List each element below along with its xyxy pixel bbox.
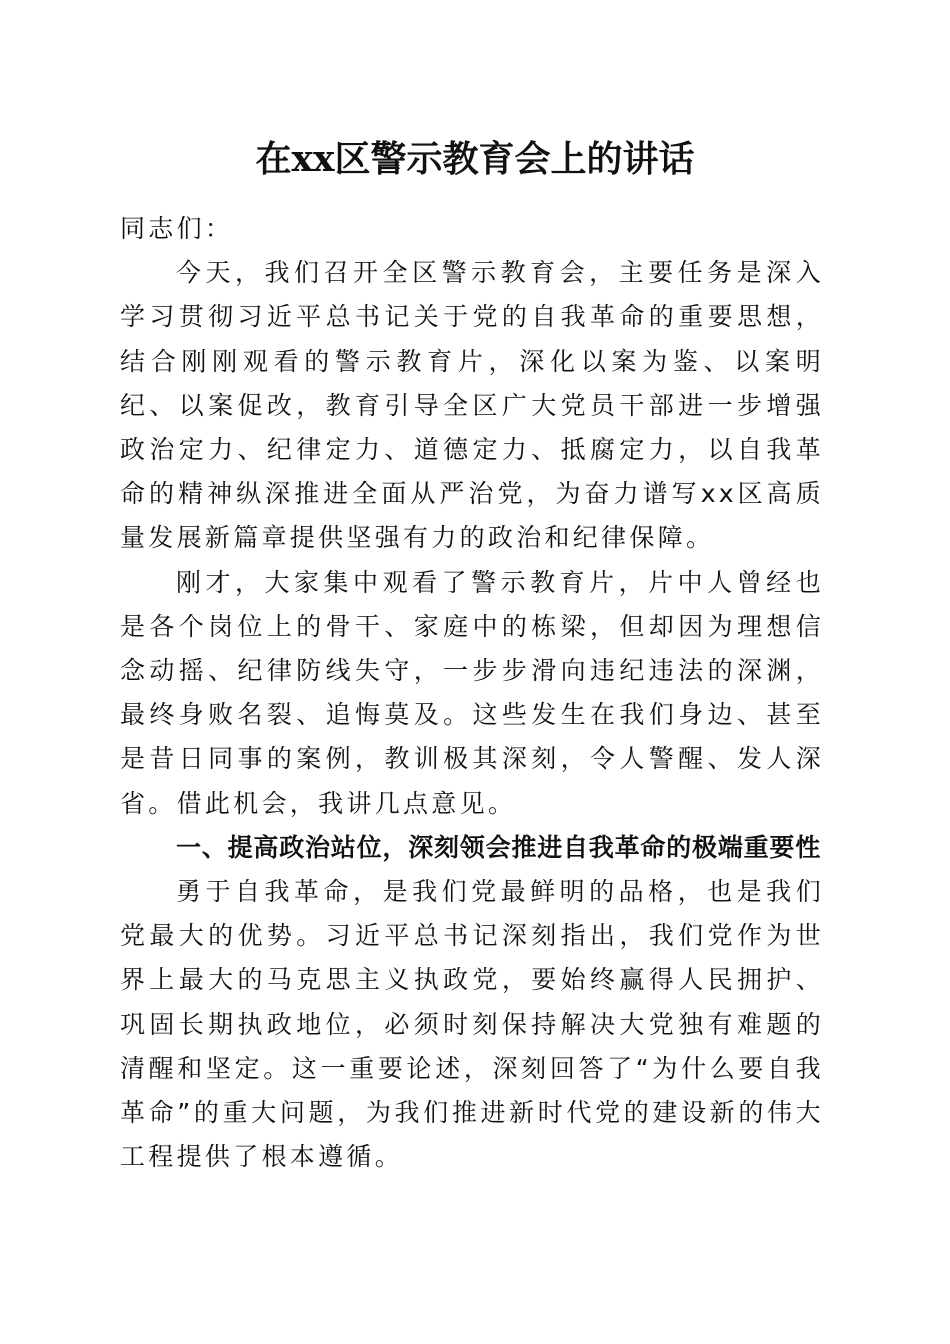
document-title: 在xx区警示教育会上的讲话: [255, 138, 695, 180]
section-paragraph: 勇于自我革命，是我们党最鲜明的品格，也是我们党最大的优势。习近平总书记深刻指出，我们党作为世界上最大的马克思主义执政党，要始终赢得人民拥护、巩固长期执政地位，必须时刻保持解决大党独有难题的清醒和坚定。这一重要论述，深刻回答了“为什么要自我革命”的重大问题，为我们推进新时代党的建设新的伟大工程提供了根本遵循。: [120, 877, 824, 1172]
document-body: [120, 207, 824, 1179]
salutation: 同志们：: [120, 214, 234, 243]
section-heading: 一、提高政治站位，深刻领会推进自我革命的极端重要性: [176, 832, 822, 862]
paragraph-reflection: 刚才，大家集中观看了警示教育片，片中人曾经也是各个岗位上的骨干、家庭中的栋梁，但却因为理想信念动摇、纪律防线失守，一步步滑向违纪违法的深渊，最终身败名裂、追悔莫及。这些发生在我们身边、甚至是昔日同事的案例，教训极其深刻，令人警醒、发人深省。借此机会，我讲几点意见。: [120, 567, 824, 818]
paragraph-opening: 今天，我们召开全区警示教育会，主要任务是深入学习贯彻习近平总书记关于党的自我革命的重要思想，结合刚刚观看的警示教育片，深化以案为鉴、以案明纪、以案促改，教育引导全区广大党员干部进一步增强政治定力、纪律定力、道德定力、抵腐定力，以自我革命的精神纵深推进全面从严治党，为奋力谱写xx区高质量发展新篇章提供坚强有力的政治和纪律保障。: [120, 258, 824, 553]
